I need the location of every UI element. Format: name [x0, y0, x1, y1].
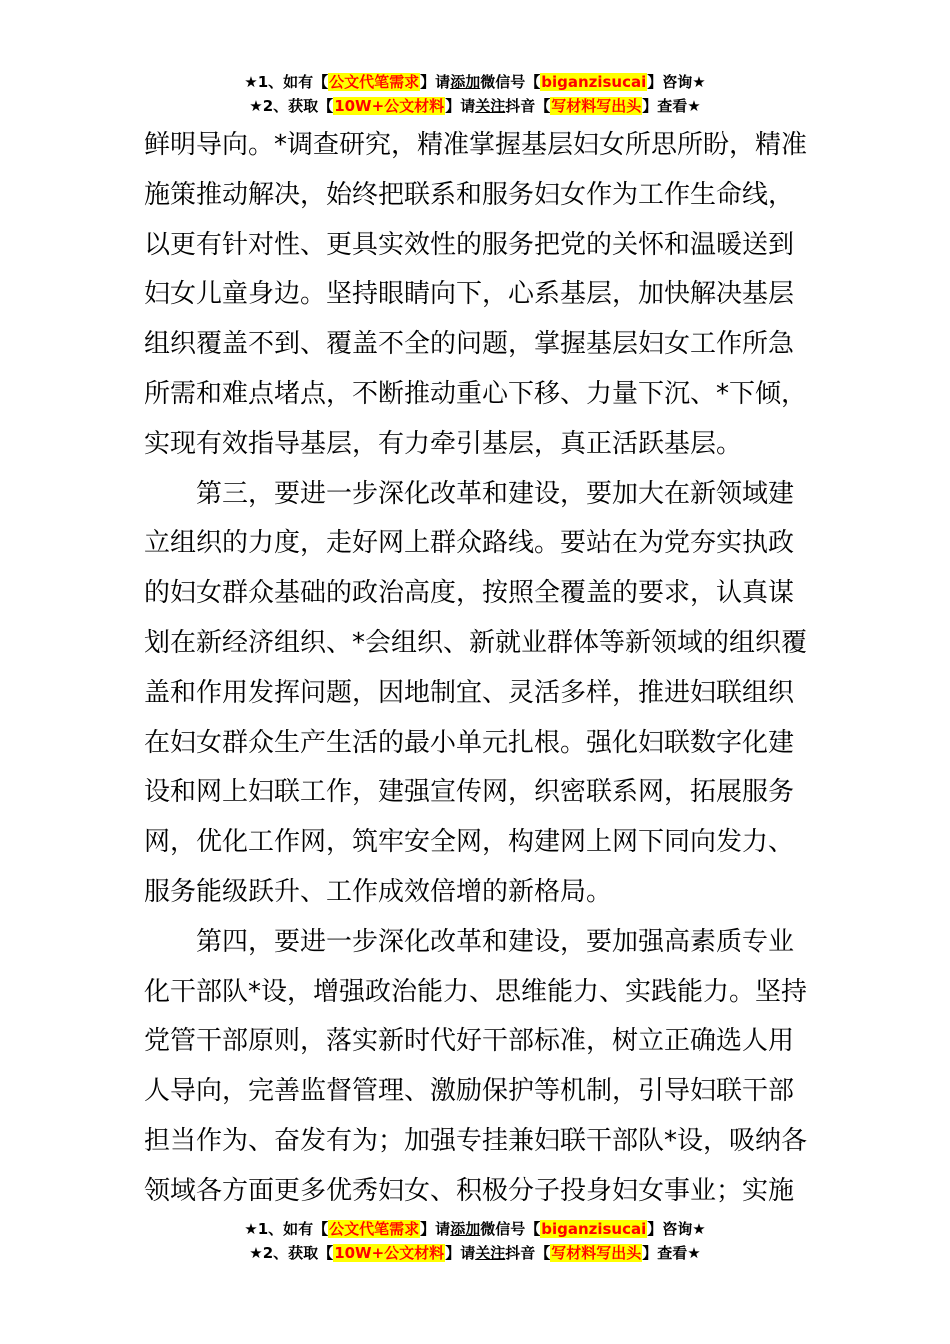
promo-text: ★2、获取【: [249, 97, 334, 115]
promo-text: 】查看★: [642, 97, 701, 115]
text-line: 担当作为、奋发有为；加强专挂兼妇联干部队*设，吸纳各: [144, 1125, 808, 1156]
promo-line-2: [0, 1241, 950, 1265]
promo-text: 抖音【: [505, 97, 551, 115]
text-line: 领域各方面更多优秀妇女、积极分子投身妇女事业；实施: [144, 1175, 795, 1206]
promo-text: 】请: [445, 1244, 476, 1262]
document-body: [144, 121, 810, 1217]
text-line: 组织覆盖不到、覆盖不全的问题，掌握基层妇女工作所急: [144, 329, 795, 360]
promo-highlight: 公文代笔需求: [329, 73, 420, 91]
promo-text: 】咨询★: [647, 73, 706, 91]
promo-text: 抖音【: [505, 1244, 551, 1262]
promo-highlight: biganzisucai: [541, 1220, 647, 1238]
promo-highlight: 写材料写出头: [551, 1244, 642, 1262]
promo-emphasis: 关注: [475, 97, 506, 115]
promo-highlight: 公文代笔需求: [329, 1220, 420, 1238]
text-line: 服务能级跃升、工作成效倍增的新格局。: [144, 876, 613, 907]
text-line: 所需和难点堵点，不断推动重心下移、力量下沉、*下倾，: [144, 378, 808, 409]
promo-emphasis: 添加: [450, 73, 481, 91]
promo-highlight: biganzisucai: [541, 73, 647, 91]
text-line: 设和网上妇联工作，建强宣传网，织密联系网，拓展服务: [144, 777, 795, 808]
promo-text: 】请: [420, 73, 451, 91]
text-line: 以更有针对性、更具实效性的服务把党的关怀和温暖送到: [144, 229, 795, 260]
promo-text: 】咨询★: [647, 1220, 706, 1238]
text-line: 鲜明导向。*调查研究，精准掌握基层妇女所思所盼，精准: [144, 130, 808, 160]
text-line: 划在新经济组织、*会组织、新就业群体等新领域的组织覆: [144, 627, 808, 658]
promo-line-1: [0, 70, 950, 94]
text-line: 实现有效指导基层，有力牵引基层，真正活跃基层。: [144, 428, 743, 459]
paragraph-start-line: 第三，要进一步深化改革和建设，要加大在新领域建: [196, 478, 795, 509]
promo-banner-bottom: [0, 1217, 950, 1265]
promo-line-1: [0, 1217, 950, 1241]
promo-banner-top: [0, 70, 950, 118]
promo-text: ★1、如有【: [244, 1220, 329, 1238]
text-line: 盖和作用发挥问题，因地制宜、灵活多样，推进妇联组织: [144, 677, 795, 708]
promo-line-2: [0, 94, 950, 118]
promo-text: 微信号【: [480, 1220, 541, 1238]
promo-text: 】请: [420, 1220, 451, 1238]
text-line: 网，优化工作网，筑牢安全网，构建网上网下同向发力、: [144, 827, 795, 858]
promo-highlight: 10W+公文材料: [334, 1244, 445, 1262]
text-line: 的妇女群众基础的政治高度，按照全覆盖的要求，认真谋: [144, 578, 795, 609]
promo-emphasis: 添加: [450, 1220, 481, 1238]
promo-text: ★2、获取【: [249, 1244, 334, 1262]
text-line: 党管干部原则，落实新时代好干部标准，树立正确选人用: [144, 1026, 795, 1057]
promo-text: 】请: [445, 97, 476, 115]
paragraph-start-line: 第四，要进一步深化改革和建设，要加强高素质专业: [196, 926, 795, 957]
promo-highlight: 10W+公文材料: [334, 97, 445, 115]
text-line: 妇女儿童身边。坚持眼睛向下，心系基层，加快解决基层: [144, 279, 795, 310]
text-line: 在妇女群众生产生活的最小单元扎根。强化妇联数字化建: [144, 727, 795, 758]
promo-text: ★1、如有【: [244, 73, 329, 91]
promo-emphasis: 关注: [475, 1244, 506, 1262]
text-line: 化干部队*设，增强政治能力、思维能力、实践能力。坚持: [144, 976, 808, 1007]
promo-text: 微信号【: [480, 73, 541, 91]
promo-text: 】查看★: [642, 1244, 701, 1262]
text-line: 立组织的力度，走好网上群众路线。要站在为党夯实执政: [144, 528, 795, 559]
promo-highlight: 写材料写出头: [551, 97, 642, 115]
text-line: 人导向，完善监督管理、激励保护等机制，引导妇联干部: [144, 1076, 795, 1107]
text-line: 施策推动解决，始终把联系和服务妇女作为工作生命线，: [144, 179, 795, 210]
